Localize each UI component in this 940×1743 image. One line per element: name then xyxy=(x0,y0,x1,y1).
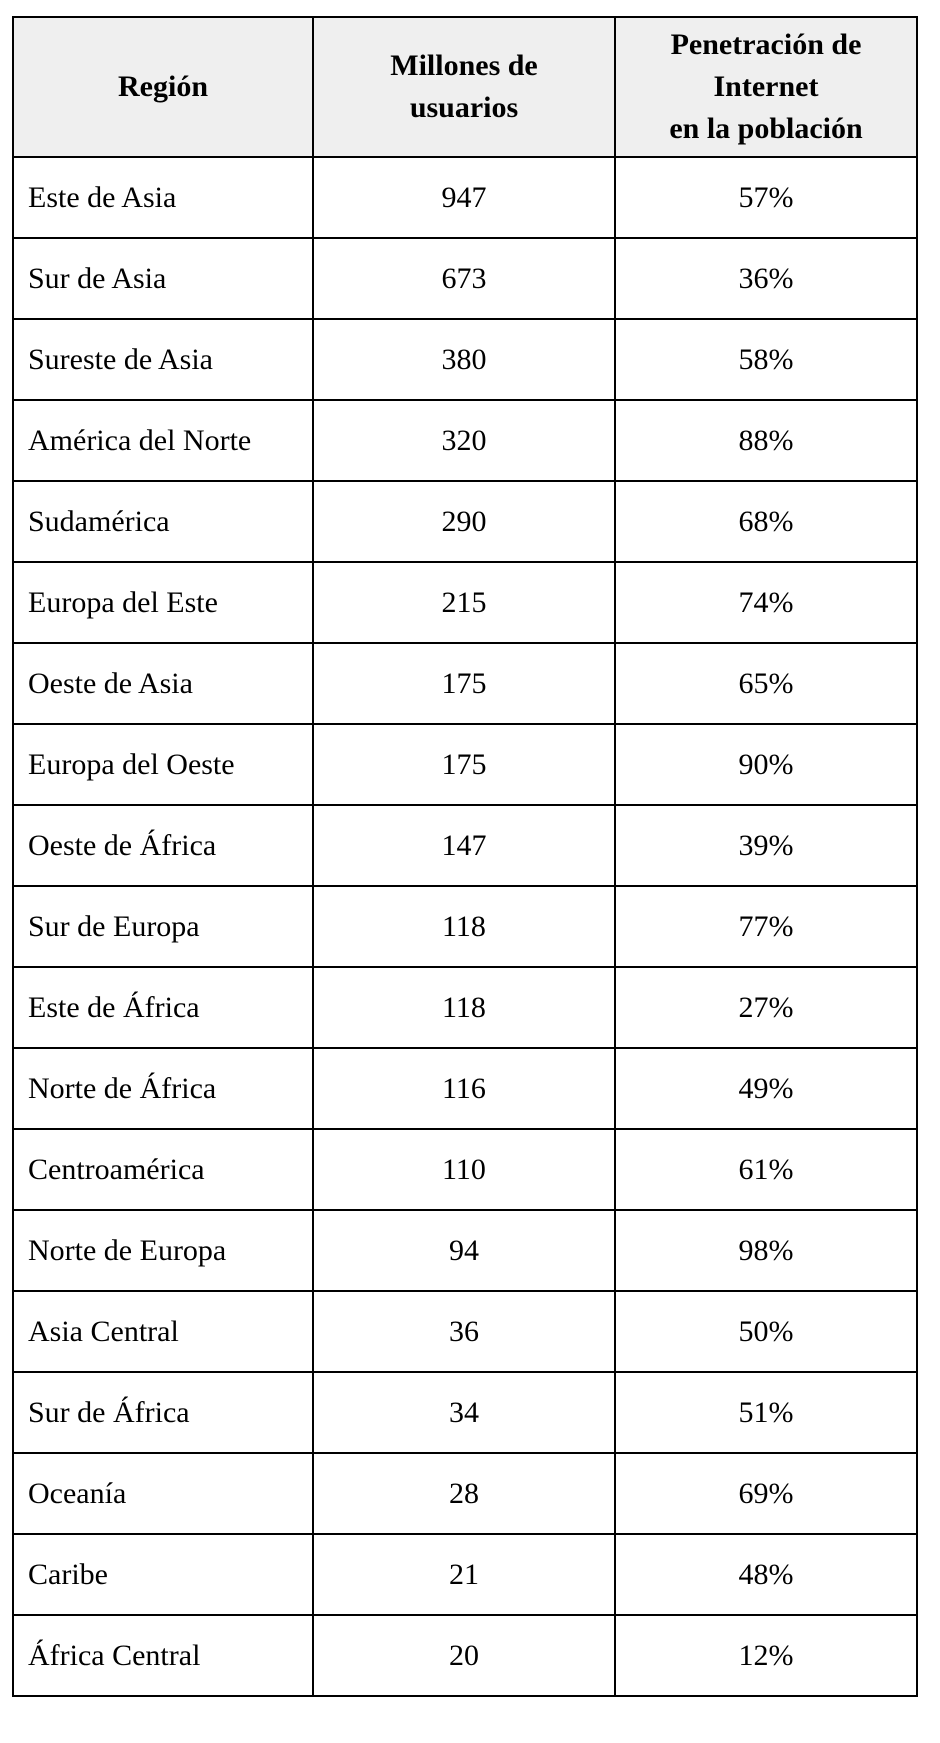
header-penetration xyxy=(615,17,917,157)
header-row xyxy=(13,17,917,157)
cell-users: 320 xyxy=(313,400,615,481)
table-row xyxy=(13,481,917,562)
table-row xyxy=(13,1210,917,1291)
cell-region: Europa del Oeste xyxy=(13,724,313,805)
header-penetration-line-1: Penetración de xyxy=(670,28,862,61)
cell-region: Este de Asia xyxy=(13,157,313,238)
cell-users: 215 xyxy=(313,562,615,643)
cell-users: 175 xyxy=(313,643,615,724)
table-row xyxy=(13,319,917,400)
cell-region: Centroamérica xyxy=(13,1129,313,1210)
cell-penetration: 69% xyxy=(615,1453,917,1534)
cell-region: Oeste de Asia xyxy=(13,643,313,724)
table-body xyxy=(13,157,917,1696)
cell-penetration: 58% xyxy=(615,319,917,400)
cell-region: Este de África xyxy=(13,967,313,1048)
header-region xyxy=(13,17,313,157)
cell-users: 118 xyxy=(313,967,615,1048)
header-penetration-line-3: en la población xyxy=(669,112,863,145)
table-row xyxy=(13,1291,917,1372)
table-row xyxy=(13,643,917,724)
cell-users: 380 xyxy=(313,319,615,400)
header-region-line: Región xyxy=(118,70,208,103)
cell-penetration: 12% xyxy=(615,1615,917,1696)
cell-users: 118 xyxy=(313,886,615,967)
cell-region: Asia Central xyxy=(13,1291,313,1372)
table-header xyxy=(13,17,917,157)
cell-users: 28 xyxy=(313,1453,615,1534)
cell-region: Europa del Este xyxy=(13,562,313,643)
cell-penetration: 65% xyxy=(615,643,917,724)
cell-users: 175 xyxy=(313,724,615,805)
cell-users: 34 xyxy=(313,1372,615,1453)
cell-region: Norte de África xyxy=(13,1048,313,1129)
header-users xyxy=(313,17,615,157)
cell-penetration: 61% xyxy=(615,1129,917,1210)
table-row xyxy=(13,238,917,319)
cell-penetration: 77% xyxy=(615,886,917,967)
cell-penetration: 39% xyxy=(615,805,917,886)
internet-users-table xyxy=(12,16,918,1697)
cell-penetration: 98% xyxy=(615,1210,917,1291)
table-row xyxy=(13,1534,917,1615)
cell-region: Sur de Europa xyxy=(13,886,313,967)
cell-region: Oceanía xyxy=(13,1453,313,1534)
cell-region: América del Norte xyxy=(13,400,313,481)
table-row xyxy=(13,157,917,238)
table-row xyxy=(13,1129,917,1210)
cell-penetration: 90% xyxy=(615,724,917,805)
cell-users: 673 xyxy=(313,238,615,319)
cell-users: 20 xyxy=(313,1615,615,1696)
cell-penetration: 48% xyxy=(615,1534,917,1615)
table-row xyxy=(13,724,917,805)
cell-penetration: 36% xyxy=(615,238,917,319)
cell-users: 290 xyxy=(313,481,615,562)
cell-users: 947 xyxy=(313,157,615,238)
table-row xyxy=(13,562,917,643)
cell-penetration: 49% xyxy=(615,1048,917,1129)
table-row xyxy=(13,805,917,886)
cell-region: Sudamérica xyxy=(13,481,313,562)
table-row xyxy=(13,886,917,967)
cell-penetration: 57% xyxy=(615,157,917,238)
header-users-line-2: usuarios xyxy=(409,91,519,124)
cell-region: Oeste de África xyxy=(13,805,313,886)
cell-region: Caribe xyxy=(13,1534,313,1615)
table-row xyxy=(13,1048,917,1129)
cell-region: África Central xyxy=(13,1615,313,1696)
cell-users: 21 xyxy=(313,1534,615,1615)
cell-users: 110 xyxy=(313,1129,615,1210)
cell-region: Sureste de Asia xyxy=(13,319,313,400)
cell-users: 94 xyxy=(313,1210,615,1291)
table-row xyxy=(13,967,917,1048)
cell-users: 147 xyxy=(313,805,615,886)
table-row xyxy=(13,1453,917,1534)
cell-region: Sur de Asia xyxy=(13,238,313,319)
table-row xyxy=(13,1615,917,1696)
cell-penetration: 50% xyxy=(615,1291,917,1372)
cell-penetration: 88% xyxy=(615,400,917,481)
cell-penetration: 74% xyxy=(615,562,917,643)
cell-users: 116 xyxy=(313,1048,615,1129)
table-row xyxy=(13,1372,917,1453)
cell-penetration: 51% xyxy=(615,1372,917,1453)
table-row xyxy=(13,400,917,481)
header-users-line-1: Millones de xyxy=(390,49,538,82)
header-penetration-line-2: Internet xyxy=(713,70,819,103)
cell-users: 36 xyxy=(313,1291,615,1372)
cell-region: Sur de África xyxy=(13,1372,313,1453)
cell-penetration: 27% xyxy=(615,967,917,1048)
cell-penetration: 68% xyxy=(615,481,917,562)
cell-region: Norte de Europa xyxy=(13,1210,313,1291)
